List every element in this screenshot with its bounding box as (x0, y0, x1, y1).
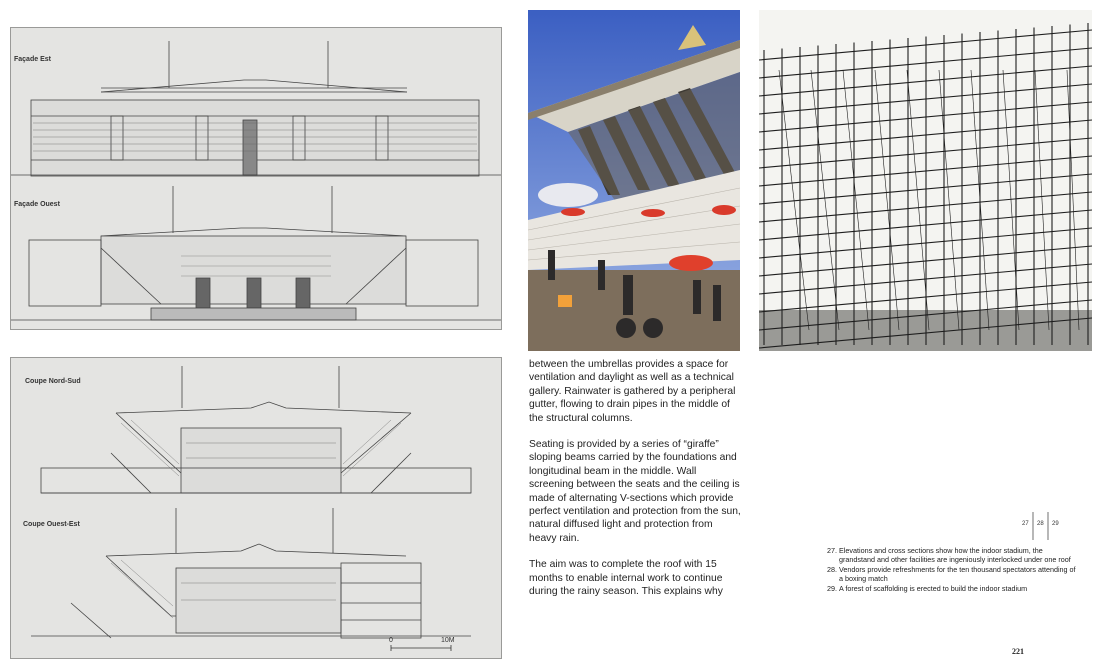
figure-key-28: 28 (1037, 521, 1044, 527)
figure-key-29: 29 (1052, 521, 1059, 527)
figure-key-27: 27 (1022, 521, 1029, 527)
page-number: 221 (1012, 647, 1024, 656)
caption-text: Elevations and cross sections show how the indoor stadium, the grandstand and other facilities are ingeniously interlocked under one roof (839, 546, 1071, 564)
scaffolding-photo (759, 10, 1092, 351)
scaffolding-photo-illustration (759, 10, 1092, 351)
scale-zero-label: 0 (389, 637, 393, 644)
stadium-photo-illustration (528, 10, 740, 351)
body-paragraph-3: The aim was to complete the roof with 15 months to enable internal work to continue during the rainy season. This explains why (529, 559, 723, 598)
sections-drawing-panel (10, 357, 502, 659)
caption-item (827, 565, 1077, 583)
article-body-text (529, 358, 741, 612)
body-paragraph-1: between the umbrellas provides a space for ventilation and daylight as well as a technical gallery. Rainwater is gathered by a peripheral gutter, flowing to drain pipes in the middle of the structural columns. (529, 359, 736, 424)
caption-number: 29. (827, 584, 837, 593)
caption-number: 28. (827, 565, 837, 574)
figure-key (1018, 512, 1063, 540)
body-paragraph-2: Seating is provided by a series of “giraffe” sloping beams carried by the foundations and longitudinal beam in the middle. Wall screening between the seats and the ceiling is made of alternating V-sections which provide perfect ventilation and protection from the sun, natural diffused light and protection from heavy rain. (529, 439, 741, 544)
scale-10m-label: 10M (441, 637, 455, 644)
coupe-ouest-est-label: Coupe Ouest-Est (23, 521, 80, 528)
caption-text: A forest of scaffolding is erected to build the indoor stadium (839, 584, 1028, 593)
stadium-photo (528, 10, 740, 351)
facade-ouest-label: Façade Ouest (14, 201, 60, 208)
sections-drawing (11, 358, 502, 659)
caption-text: Vendors provide refreshments for the ten thousand spectators attending of a boxing match (839, 565, 1076, 583)
coupe-nord-sud-label: Coupe Nord-Sud (25, 378, 81, 385)
facade-est-label: Façade Est (14, 56, 51, 63)
elevations-drawing-panel (10, 27, 502, 330)
caption-item (827, 584, 1077, 593)
caption-number: 27. (827, 546, 837, 555)
figure-captions (827, 546, 1077, 594)
elevations-drawing (11, 28, 502, 330)
caption-item (827, 546, 1077, 564)
